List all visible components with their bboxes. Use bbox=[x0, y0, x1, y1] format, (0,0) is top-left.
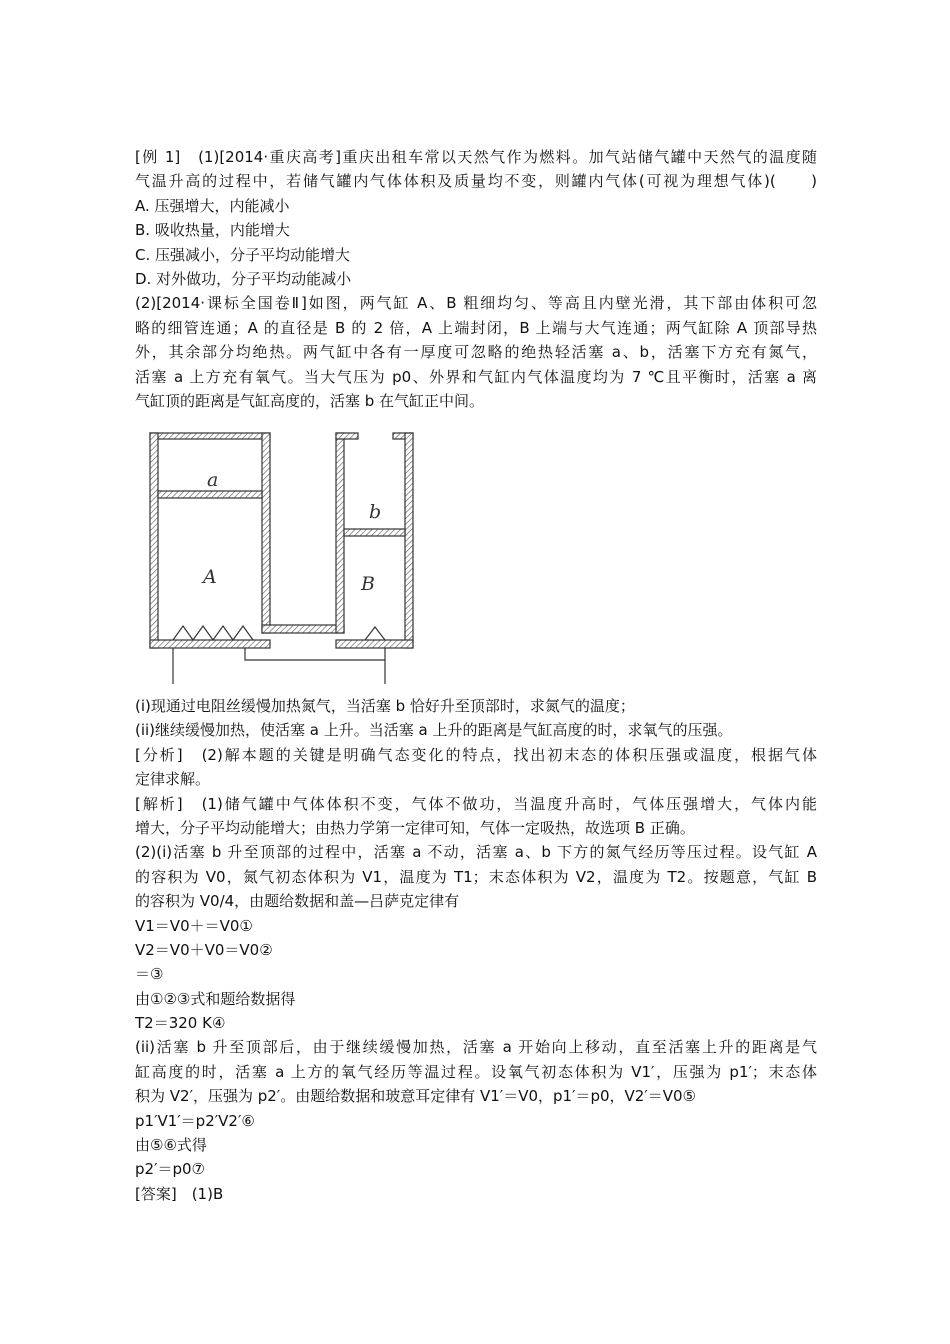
label-piston-b: b bbox=[369, 501, 382, 523]
text-line: 积为 V2′，压强为 p2′。由题给数据和玻意耳定律有 V1′＝V0，p1′＝p0，V2′＝V0⑤ bbox=[135, 1087, 697, 1106]
text-line: B. 吸收热量，内能增大 bbox=[135, 221, 290, 240]
cylinder-b-bottom-wall bbox=[336, 640, 413, 648]
text-line: 的容积为 V0，氮气初态体积为 V1，温度为 T1；末态体积为 V2，温度为 T2。按题意，气缸 B bbox=[135, 867, 817, 886]
cylinder-diagram-svg bbox=[145, 428, 420, 686]
text-line: (2)[2014·课标全国卷Ⅱ]如图，两气缸 A、B 粗细均匀、等高且内壁光滑，其下部由体积可忽 bbox=[135, 294, 817, 313]
resistor-wire-a bbox=[173, 626, 253, 640]
cylinder-b-left-lip bbox=[336, 433, 358, 439]
text-line: T2＝320 K④ bbox=[135, 1014, 226, 1033]
cylinder-b-right-wall bbox=[405, 433, 413, 648]
text-line: ＝③ bbox=[135, 965, 164, 984]
text-line: (i)现通过电阻丝缓慢加热氮气，当活塞 b 恰好升至顶部时，求氮气的温度； bbox=[135, 697, 635, 715]
piston-a bbox=[158, 491, 262, 498]
text-line: (ii)活塞 b 升至顶部后，由于继续缓慢加热，活塞 a 开始向上移动，直至活塞上升的距离是气 bbox=[135, 1038, 817, 1057]
connecting-tube bbox=[262, 625, 344, 633]
text-line: 由⑤⑥式得 bbox=[135, 1136, 207, 1155]
problem-text bbox=[135, 145, 817, 413]
text-line: 外，其余部分均绝热。两气缸中各有一厚度可忽略的绝热轻活塞 a、b，活塞下方充有氮气， bbox=[135, 343, 817, 362]
cylinder-a-bottom-wall bbox=[150, 640, 270, 648]
label-cylinder-a: A bbox=[203, 566, 217, 588]
solution-text bbox=[135, 694, 817, 1206]
text-line: p1′V1′＝p2′V2′⑥ bbox=[135, 1111, 255, 1130]
cylinder-b-left-wall bbox=[336, 433, 344, 633]
text-line: V1＝V0＋＝V0① bbox=[135, 916, 253, 935]
text-line: 由①②③式和题给数据得 bbox=[135, 989, 296, 1008]
text-line: p2′＝p0⑦ bbox=[135, 1160, 205, 1179]
text-line: (2)(i)活塞 b 升至顶部的过程中，活塞 a 不动，活塞 a、b 下方的氮气经历等压过程。设气缸 A bbox=[135, 843, 817, 862]
piston-b bbox=[344, 529, 405, 536]
label-piston-a: a bbox=[207, 469, 219, 491]
text-line: 增大，分子平均动能增大；由热力学第一定律可知，气体一定吸热，故选项 B 正确。 bbox=[135, 818, 695, 837]
text-line: 缸高度的时，活塞 a 上方的氧气经历等温过程。设氧气初态体积为 V1′，压强为 p1′；末态体 bbox=[135, 1062, 817, 1081]
text-line: 略的细管连通；A 的直径是 B 的 2 倍，A 上端封闭，B 上端与大气连通；两气缸除 A 顶部导热 bbox=[135, 318, 817, 337]
text-line: [答案] (1)B bbox=[135, 1184, 224, 1203]
text-line: A. 压强增大，内能减小 bbox=[135, 196, 290, 215]
cylinder-a-left-wall bbox=[150, 433, 158, 648]
cylinder-a-top-wall bbox=[150, 433, 270, 439]
lead-bottom bbox=[245, 648, 385, 660]
text-line: C. 压强减小，分子平均动能增大 bbox=[135, 245, 351, 264]
cylinder-a-right-wall bbox=[262, 433, 270, 633]
text-line: [分析] (2)解本题的关键是明确气态变化的特点，找出初末态的体积压强或温度，根据气体 bbox=[135, 745, 817, 764]
cylinder-diagram bbox=[145, 428, 420, 686]
text-line: V2＝V0＋V0＝V0② bbox=[135, 940, 273, 959]
text-line: 活塞 a 上方充有氧气。当大气压为 p0、外界和气缸内气体温度均为 7 ℃且平衡时，活塞 a 离 bbox=[135, 367, 817, 386]
text-line: D. 对外做功，分子平均动能减小 bbox=[135, 269, 352, 288]
resistor-hump-b bbox=[365, 627, 385, 640]
text-line: 气缸顶的距离是气缸高度的，活塞 b 在气缸正中间。 bbox=[135, 391, 485, 410]
text-line: (ii)继续缓慢加热，使活塞 a 上升。当活塞 a 上升的距离是气缸高度的时，求氧气的压强。 bbox=[135, 721, 733, 740]
text-line: [解析] (1)储气罐中气体体积不变，气体不做功，当温度升高时，气体压强增大，气体内能 bbox=[135, 794, 817, 813]
text-line: 的容积为 V0/4，由题给数据和盖—吕萨克定律有 bbox=[135, 892, 460, 911]
text-line: [例 1] (1)[2014·重庆高考]重庆出租车常以天然气作为燃料。加气站储气罐中天然气的温度随 bbox=[135, 148, 817, 166]
text-line: 气温升高的过程中，若储气罐内气体体积及质量均不变，则罐内气体(可视为理想气体)( ) bbox=[135, 172, 817, 191]
text-line: 定律求解。 bbox=[135, 770, 211, 789]
label-cylinder-b: B bbox=[361, 573, 375, 595]
